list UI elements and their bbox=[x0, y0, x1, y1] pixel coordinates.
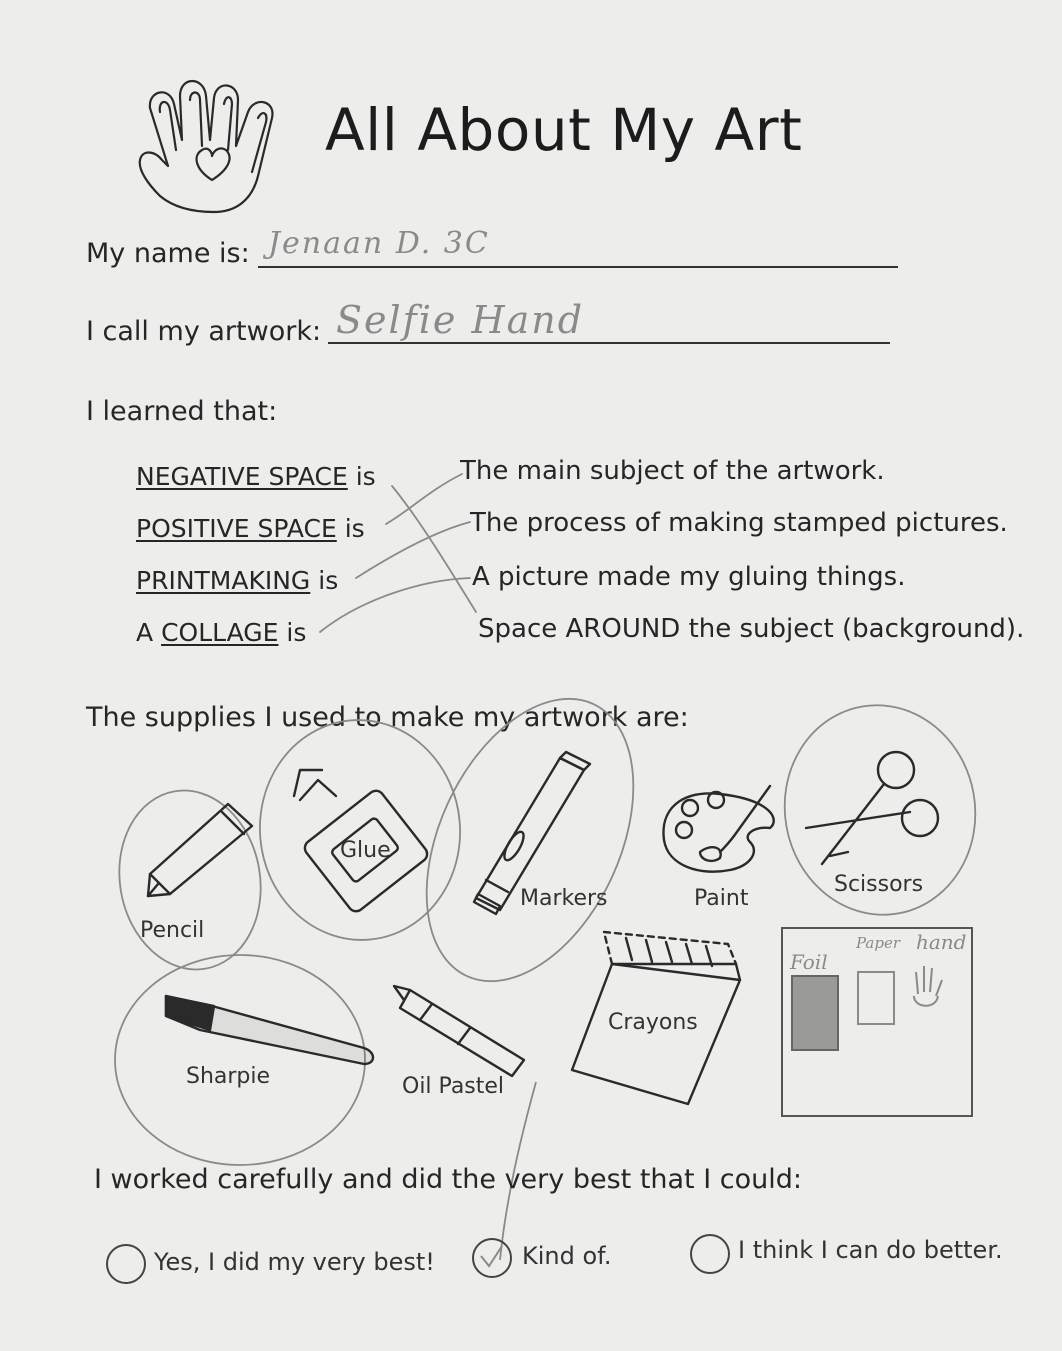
pencil-circle bbox=[105, 779, 274, 981]
supplies-heading: The supplies I used to make my artwork are: bbox=[86, 702, 689, 733]
scissors-icon bbox=[806, 752, 938, 864]
radio-yes[interactable] bbox=[106, 1244, 146, 1284]
page-title: All About My Art bbox=[325, 96, 803, 164]
glue-circle bbox=[251, 712, 469, 949]
artwork-line bbox=[328, 342, 890, 344]
term-negative-space: NEGATIVE SPACE is bbox=[136, 462, 376, 491]
name-label: My name is: bbox=[86, 238, 250, 269]
definition-3: A picture made my gluing things. bbox=[472, 562, 906, 592]
oil-pastel-icon bbox=[394, 986, 524, 1076]
drawn-word-paper: Paper bbox=[856, 934, 901, 952]
artwork-label: I call my artwork: bbox=[86, 316, 322, 347]
drawn-word-hand: hand bbox=[916, 930, 967, 954]
artwork-value[interactable]: Selfie Hand bbox=[336, 298, 585, 342]
definition-4: Space AROUND the subject (background). bbox=[478, 614, 1025, 644]
radio-kind-of[interactable] bbox=[472, 1238, 512, 1278]
supply-glue[interactable]: Glue bbox=[340, 838, 391, 863]
definition-1: The main subject of the artwork. bbox=[460, 456, 885, 486]
term-positive-space: POSITIVE SPACE is bbox=[136, 514, 365, 543]
supply-crayons[interactable]: Crayons bbox=[608, 1010, 698, 1035]
definition-2: The process of making stamped pictures. bbox=[470, 508, 1008, 538]
term-printmaking: PRINTMAKING is bbox=[136, 566, 339, 595]
learned-heading: I learned that: bbox=[86, 396, 278, 427]
supply-paint[interactable]: Paint bbox=[694, 886, 749, 911]
supply-sharpie[interactable]: Sharpie bbox=[186, 1064, 271, 1089]
option-kind-of-label: Kind of. bbox=[522, 1242, 612, 1270]
assessment-prompt: I worked carefully and did the very best that I could: bbox=[94, 1164, 802, 1195]
term-collage: A COLLAGE is bbox=[136, 618, 307, 647]
radio-do-better[interactable] bbox=[690, 1234, 730, 1274]
supply-scissors[interactable]: Scissors bbox=[834, 872, 924, 897]
supply-pencil[interactable]: Pencil bbox=[140, 918, 205, 943]
supply-oil-pastel[interactable]: Oil Pastel bbox=[402, 1074, 505, 1099]
pencil-icon bbox=[148, 804, 252, 896]
sharpie-circle bbox=[115, 955, 365, 1165]
supply-markers[interactable]: Markers bbox=[520, 886, 608, 911]
check-mark-icon bbox=[474, 1240, 510, 1276]
sharpie-icon bbox=[166, 996, 373, 1064]
drawn-word-foil: Foil bbox=[790, 950, 828, 974]
paint-palette-icon bbox=[663, 786, 773, 872]
option-yes-label: Yes, I did my very best! bbox=[154, 1248, 435, 1276]
option-do-better-label: I think I can do better. bbox=[738, 1236, 1003, 1264]
name-line bbox=[258, 266, 898, 268]
name-value[interactable]: Jenaan D. 3C bbox=[268, 226, 490, 261]
